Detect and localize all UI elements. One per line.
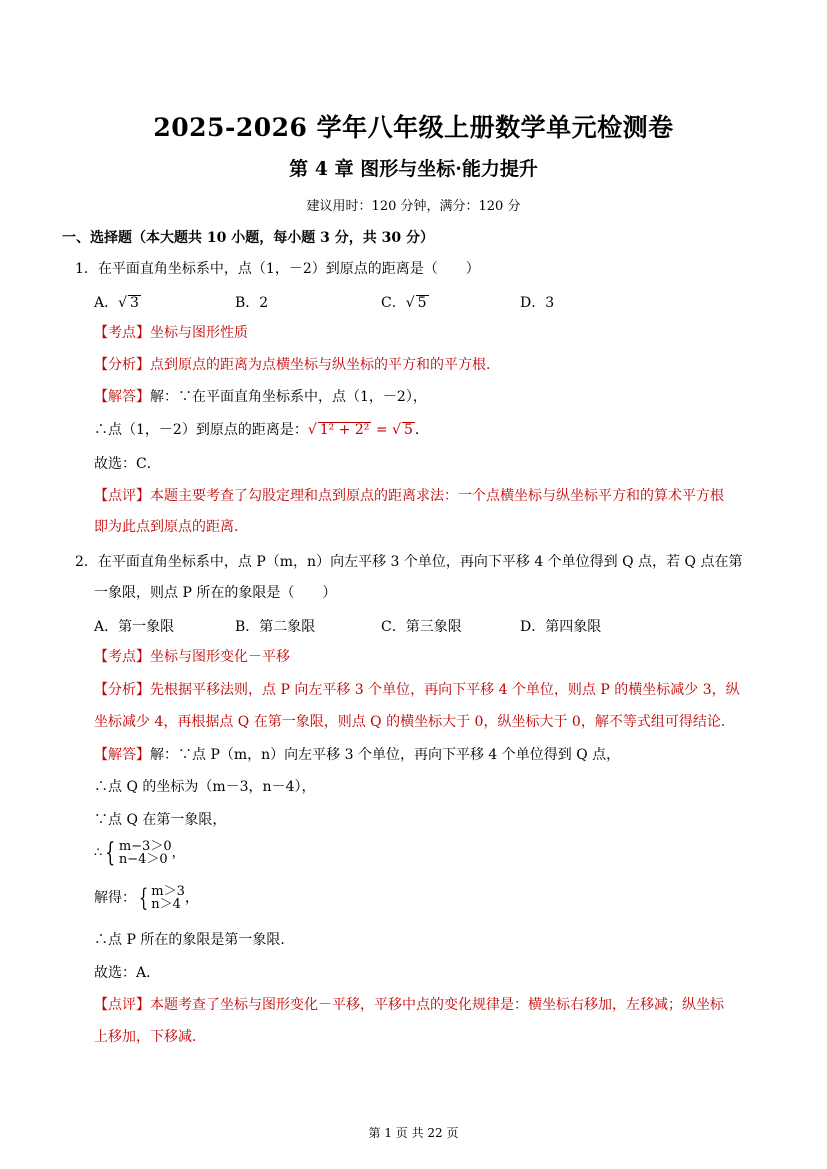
sqrt-sign: √ xyxy=(118,295,128,311)
q1-option-c-prefix: C． xyxy=(381,295,406,311)
q2-fenxi-text-1: 先根据平移法则，点 P 向左平移 3 个单位，再向下平移 4 个单位，则点 P 的横坐标减少 3，纵 xyxy=(150,682,740,698)
q2-solution-system xyxy=(94,885,199,911)
brace-icon: { xyxy=(105,838,116,868)
q1-fenxi-text: 点到原点的距离为点横坐标与纵坐标的平方和的平方根． xyxy=(150,357,500,373)
q2-sys2-row2: n＞4 xyxy=(151,897,181,912)
q1-distance-prefix: ∴点（1，－2）到原点的距离是： xyxy=(94,422,308,438)
q2-sys1-row1: m−3＞0 xyxy=(118,839,172,854)
q1-jieda-text: 解：∵在平面直角坐标系中，点（1，－2）， xyxy=(150,389,427,405)
q2-option-a: A．第一象限 xyxy=(94,619,175,635)
q2-conclusion: ∴点 P 所在的象限是第一象限． xyxy=(94,932,295,948)
kaodian-tag: 【考点】 xyxy=(94,649,150,665)
section-heading: 一、选择题（本大题共 10 小题，每小题 3 分，共 30 分） xyxy=(62,230,434,246)
q2-in-first-quadrant: ∵点 Q 在第一象限， xyxy=(94,812,227,828)
q2-jieda-text: 解：∵点 P（m，n）向左平移 3 个单位，再向下平移 4 个单位得到 Q 点， xyxy=(150,747,621,763)
sqrt-sign: √ xyxy=(307,422,317,438)
q1-distance-eq: = xyxy=(371,422,393,438)
q2-sys2-suffix: ， xyxy=(184,890,199,906)
q2-dianping-1 xyxy=(94,995,724,1015)
fenxi-tag: 【分析】 xyxy=(94,357,150,373)
kaodian-tag: 【考点】 xyxy=(94,325,150,341)
q2-fenxi-2: 坐标减少 4，再根据点 Q 在第一象限，则点 Q 的横坐标大于 0，纵坐标大于 0，解不等式组可得结论． xyxy=(94,714,735,730)
dianping-tag: 【点评】 xyxy=(94,997,150,1013)
q1-option-a-prefix: A． xyxy=(94,295,119,311)
q2-coord: ∴点 Q 的坐标为（m－3，n－4）， xyxy=(94,779,316,795)
q1-stem: 1．在平面直角坐标系中，点（1，－2）到原点的距离是（ ） xyxy=(75,261,480,277)
q2-option-c: C．第三象限 xyxy=(381,619,462,635)
q1-dianping-text-1: 本题主要考查了勾股定理和点到原点的距离求法：一个点横坐标与纵坐标平方和的算术平方根 xyxy=(150,488,724,504)
q2-sys2-row1: m＞3 xyxy=(151,884,185,899)
q2-sys1-prefix: ∴ xyxy=(94,845,103,861)
document-subtitle: 第 4 章 图形与坐标·能力提升 xyxy=(289,158,538,180)
q2-sys1-row2: n−4＞0 xyxy=(118,852,168,867)
q1-kaodian xyxy=(94,323,248,343)
q2-kaodian-text: 坐标与图形变化－平移 xyxy=(150,649,290,665)
q1-distance-line xyxy=(94,420,429,440)
q2-sys1-suffix: ， xyxy=(171,845,185,861)
q1-dianping-1 xyxy=(94,486,724,506)
exam-meta: 建议用时：120 分钟，满分：120 分 xyxy=(306,199,521,214)
q2-kaodian xyxy=(94,647,290,667)
sqrt-sign: √ xyxy=(392,422,401,438)
q1-option-c-radicand: 5 xyxy=(417,295,427,311)
q1-option-a xyxy=(94,292,141,312)
jieda-tag: 【解答】 xyxy=(94,747,150,763)
q2-answer: 故选：A． xyxy=(94,965,161,981)
q1-option-d: D．3 xyxy=(520,295,555,311)
q1-option-b: B．2 xyxy=(235,295,269,311)
q2-stem-1: 2．在平面直角坐标系中，点 P（m，n）向左平移 3 个单位，再向下平移 4 个单位得到 Q 点，若 Q 点在第 xyxy=(75,554,743,570)
sqrt-sign: √ xyxy=(405,295,415,311)
document-title: 2025-2026 学年八年级上册数学单元检测卷 xyxy=(153,113,674,142)
q2-stem-2: 一象限，则点 P 所在的象限是（ ） xyxy=(94,585,337,601)
q1-fenxi xyxy=(94,355,500,375)
q2-dianping-2: 上移加，下移减． xyxy=(94,1029,206,1045)
q1-dianping-2: 即为此点到原点的距离． xyxy=(94,519,248,535)
fenxi-tag: 【分析】 xyxy=(94,682,150,698)
q1-distance-result: 5 xyxy=(403,422,413,438)
q2-inequality-system xyxy=(94,840,185,866)
q1-option-a-radicand: 3 xyxy=(130,295,139,311)
q2-fenxi-1 xyxy=(94,680,740,700)
q1-distance-suffix: ． xyxy=(414,422,429,438)
jieda-tag: 【解答】 xyxy=(94,389,150,405)
q1-answer: 故选：C． xyxy=(94,456,161,472)
q1-kaodian-text: 坐标与图形性质 xyxy=(150,325,248,341)
dianping-tag: 【点评】 xyxy=(94,488,150,504)
q1-option-c xyxy=(381,292,429,312)
q2-dianping-text-1: 本题考查了坐标与图形变化－平移，平移中点的变化规律是：横坐标右移加，左移减；纵坐标 xyxy=(150,997,724,1013)
brace-icon: { xyxy=(139,884,149,912)
q2-jieda xyxy=(94,745,620,765)
q2-option-b: B．第二象限 xyxy=(235,619,316,635)
q2-sys2-prefix: 解得： xyxy=(94,890,136,906)
q1-distance-radicand: 1² + 2² xyxy=(319,422,370,438)
page-footer: 第 1 页 共 22 页 xyxy=(368,1126,459,1140)
q2-option-d: D．第四象限 xyxy=(520,619,602,635)
q1-jieda xyxy=(94,387,427,407)
